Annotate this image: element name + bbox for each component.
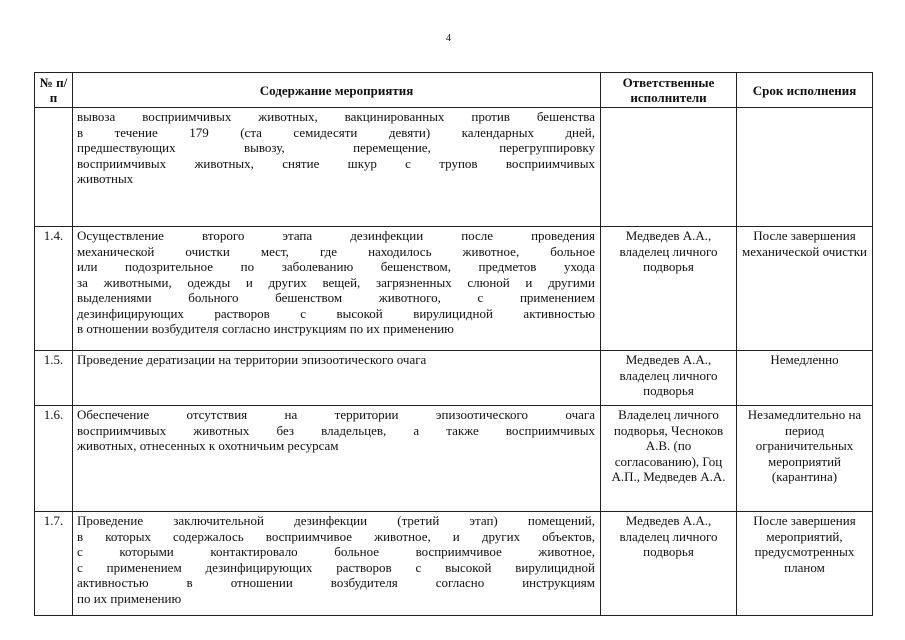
row-content [73,351,601,406]
table-row [35,351,873,406]
content-line: в течение 179 (ста семидесяти девяти) календарных дней, [77,124,595,140]
content-line: животных, отнесенных к охотничьим ресурсам [77,438,339,453]
row-num [35,108,73,227]
content-line: механической очистки мест, где находилось животное, больное [77,243,595,259]
page-number: 4 [446,33,451,44]
row-deadline: После завершения мероприятий, предусмотренных планом [737,512,873,616]
header-content: Содержание мероприятия [73,73,601,108]
content-line: по их применению [77,590,182,606]
row-content [73,227,601,351]
row-responsible: Медведев А.А., владелец личного подворья [601,351,737,406]
content-line: в отношении возбудителя согласно инструкциям по их применению [77,321,454,336]
row-deadline: После завершения механической очистки [737,227,873,351]
content-line: активностью в отношении возбудителя согласно инструкциям [77,575,595,590]
content-line: вывоза восприимчивых животных, вакцинированных против бешенства [77,109,595,124]
header-deadline: Срок исполнения [737,73,873,108]
measures-table [34,72,873,616]
content-line: восприимчивых животных без владельцев, а также восприимчивых [77,422,595,438]
content-line: за животными, одежды и других вещей, загрязненных слюной и другими [77,274,595,290]
row-num: 1.4. [35,227,73,351]
row-content [73,108,601,227]
table-row [35,512,873,616]
row-num: 1.7. [35,512,73,616]
content-line: предшествующих вывозу, перемещение, перегруппировку [77,140,595,155]
row-deadline [737,108,873,227]
content-line: животных [77,171,134,186]
table-header-row [35,73,873,108]
content-line: с которыми контактировало больное восприимчивое животное, [77,544,595,559]
row-num: 1.5. [35,351,73,406]
row-responsible: Медведев А.А., владелец личного подворья [601,227,737,351]
content-line: Проведение заключительной дезинфекции (третий этап) помещений, [77,513,595,528]
header-responsible: Ответственные исполнители [601,73,737,108]
content-line: дезинфицирующих растворов с высокой вирулицидной активностью [77,305,595,321]
content-line: Обеспечение отсутствия на территории эпизоотического очага [77,407,595,422]
content-line: выделениями больного бешенством животного, с применением [77,290,595,305]
row-responsible: Медведев А.А., владелец личного подворья [601,512,737,616]
row-responsible: Владелец личного подворья, Чесноков А.В. (по согласованию), Гоц А.П., Медведев А.А. [601,406,737,512]
table-row [35,406,873,512]
row-num: 1.6. [35,406,73,512]
table-row [35,227,873,351]
row-content [73,406,601,512]
content-line: Осуществление второго этапа дезинфекции после проведения [77,228,595,243]
row-content [73,512,601,616]
table-row [35,108,873,227]
row-responsible [601,108,737,227]
content-line: или подозрительное по заболеванию бешенством, предметов ухода [77,259,595,274]
row-deadline: Незамедлительно на период ограничительных мероприятий (карантина) [737,406,873,512]
content-line: с применением дезинфицирующих растворов с высокой вирулицидной [77,559,595,575]
row-deadline: Немедленно [737,351,873,406]
header-num: № п/п [35,73,73,108]
content-line: Проведение дератизации на территории эпизоотического очага [77,352,427,367]
content-line: в которых содержалось восприимчивое животное, и других объектов, [77,528,595,544]
content-line: восприимчивых животных, снятие шкур с трупов восприимчивых [77,155,595,171]
